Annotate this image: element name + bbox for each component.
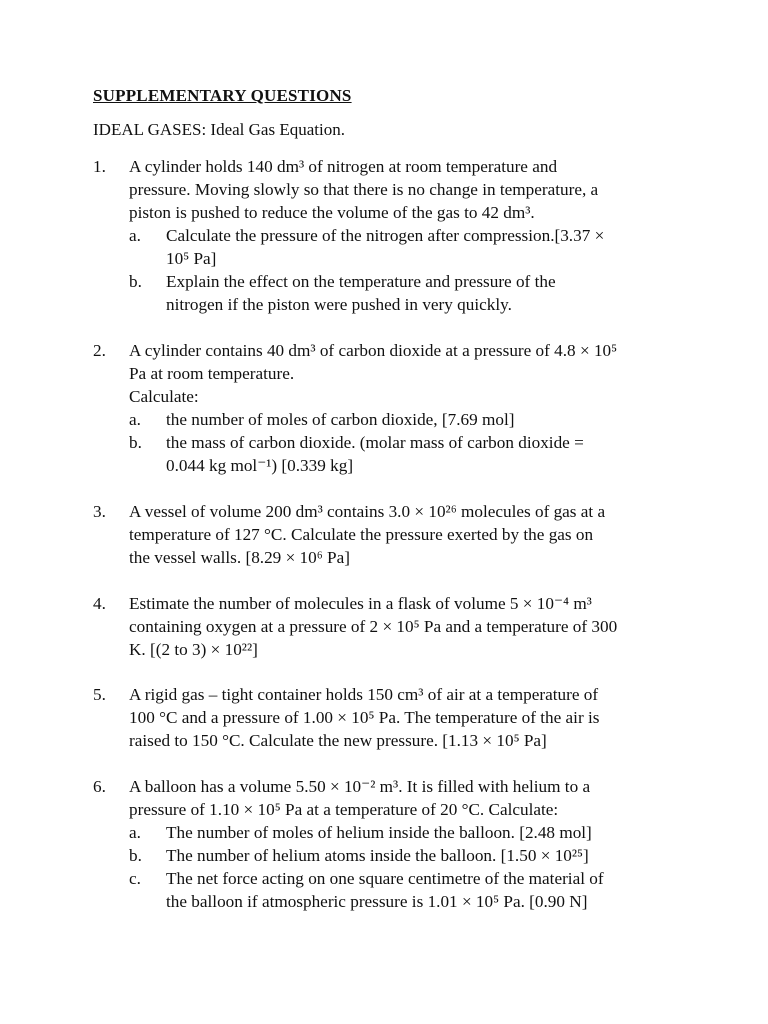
question-5: [93, 683, 693, 752]
question-number: 4.: [93, 594, 106, 613]
question-part: [129, 224, 693, 270]
part-letter: b.: [129, 846, 142, 865]
part-line: 0.044 kg mol⁻¹) [0.339 kg]: [166, 456, 354, 475]
question-body: [129, 339, 693, 477]
question-line: pressure of 1.10 × 10⁵ Pa at a temperature of 20 °C. Calculate:: [129, 800, 559, 819]
document-title: SUPPLEMENTARY QUESTIONS: [93, 86, 352, 105]
part-line: the balloon if atmospheric pressure is 1.01 × 10⁵ Pa. [0.90 N]: [166, 892, 588, 911]
question-part: [129, 431, 693, 477]
part-line: The number of moles of helium inside the balloon. [2.48 mol]: [166, 823, 592, 842]
question-1: [93, 155, 693, 316]
part-line: Calculate the pressure of the nitrogen after compression.[3.37 ×: [166, 226, 605, 245]
question-line: containing oxygen at a pressure of 2 × 10⁵ Pa and a temperature of 300: [129, 617, 618, 636]
question-6: [93, 775, 693, 913]
question-body: [129, 155, 693, 316]
question-number: 3.: [93, 502, 106, 521]
question-line: raised to 150 °C. Calculate the new pressure. [1.13 × 10⁵ Pa]: [129, 731, 547, 750]
question-line: Calculate:: [129, 387, 199, 406]
question-line: the vessel walls. [8.29 × 10⁶ Pa]: [129, 548, 350, 567]
part-line: nitrogen if the piston were pushed in very quickly.: [166, 295, 512, 314]
question-2: [93, 339, 693, 477]
question-body: [129, 500, 693, 569]
part-letter: c.: [129, 869, 141, 888]
question-line: Estimate the number of molecules in a flask of volume 5 × 10⁻⁴ m³: [129, 594, 592, 613]
part-line: The number of helium atoms inside the balloon. [1.50 × 10²⁵]: [166, 846, 589, 865]
question-part: [129, 821, 693, 844]
question-number: 1.: [93, 157, 106, 176]
question-part: [129, 867, 693, 913]
part-line: The net force acting on one square centimetre of the material of: [166, 869, 604, 888]
part-letter: a.: [129, 410, 141, 429]
question-part: [129, 270, 693, 316]
question-line: A balloon has a volume 5.50 × 10⁻² m³. It is filled with helium to a: [129, 777, 591, 796]
question-line: A rigid gas – tight container holds 150 cm³ of air at a temperature of: [129, 685, 599, 704]
question-body: [129, 775, 693, 913]
document-subtitle: IDEAL GASES: Ideal Gas Equation.: [93, 120, 345, 139]
question-line: A cylinder contains 40 dm³ of carbon dioxide at a pressure of 4.8 × 10⁵: [129, 341, 618, 360]
question-line: temperature of 127 °C. Calculate the pressure exerted by the gas on: [129, 525, 594, 544]
question-part: [129, 408, 693, 431]
part-line: the mass of carbon dioxide. (molar mass of carbon dioxide =: [166, 433, 584, 452]
part-line: 10⁵ Pa]: [166, 249, 217, 268]
question-line: A cylinder holds 140 dm³ of nitrogen at room temperature and: [129, 157, 558, 176]
question-part: [129, 844, 693, 867]
question-body: [129, 592, 693, 661]
question-4: [93, 592, 693, 661]
question-number: 6.: [93, 777, 106, 796]
part-line: Explain the effect on the temperature and pressure of the: [166, 272, 556, 291]
part-letter: b.: [129, 272, 142, 291]
part-letter: a.: [129, 823, 141, 842]
part-letter: b.: [129, 433, 142, 452]
question-line: A vessel of volume 200 dm³ contains 3.0 × 10²⁶ molecules of gas at a: [129, 502, 606, 521]
question-line: piston is pushed to reduce the volume of the gas to 42 dm³.: [129, 203, 535, 222]
part-line: the number of moles of carbon dioxide, [7.69 mol]: [166, 410, 515, 429]
question-line: 100 °C and a pressure of 1.00 × 10⁵ Pa. The temperature of the air is: [129, 708, 600, 727]
question-line: Pa at room temperature.: [129, 364, 295, 383]
question-line: K. [(2 to 3) × 10²²]: [129, 640, 258, 659]
question-line: pressure. Moving slowly so that there is no change in temperature, a: [129, 180, 599, 199]
question-number: 2.: [93, 341, 106, 360]
question-number: 5.: [93, 685, 106, 704]
part-letter: a.: [129, 226, 141, 245]
question-3: [93, 500, 693, 569]
question-body: [129, 683, 693, 752]
